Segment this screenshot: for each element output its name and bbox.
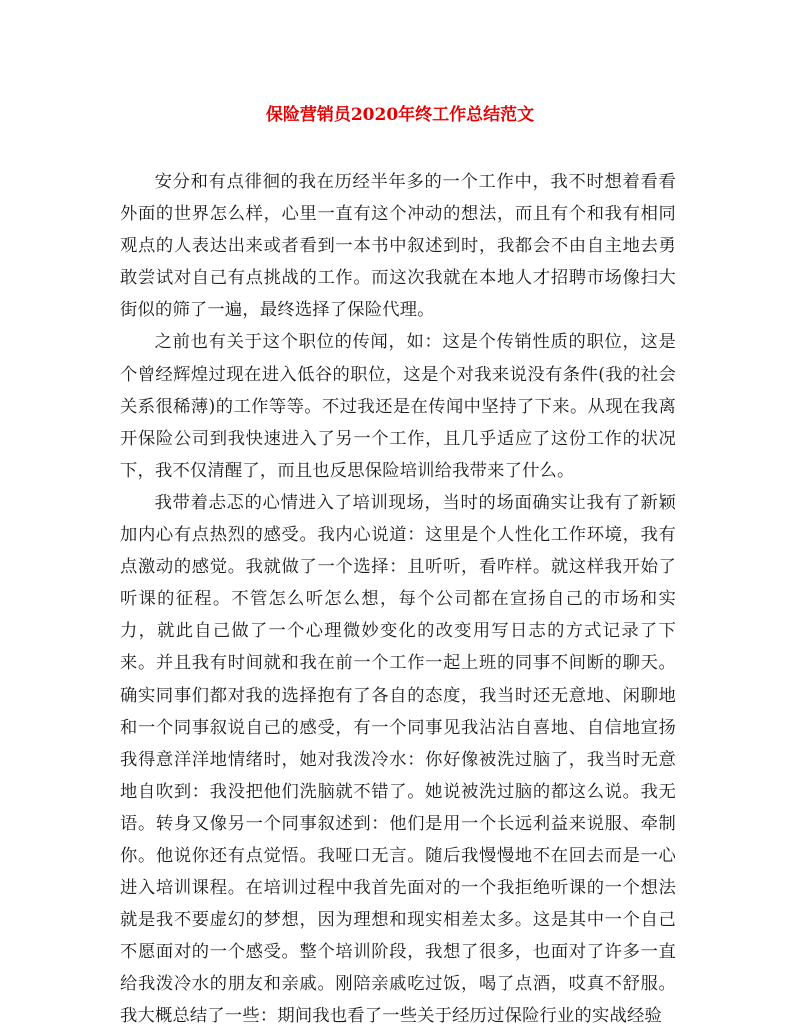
document-title: 保险营销员2020年终工作总结范文 bbox=[265, 105, 535, 125]
document-body bbox=[120, 166, 676, 1033]
paragraph-3: 我带着忐忑的心情进入了培训现场，当时的场面确实让我有了新颖加内心有点热烈的感受。我内心说道：这里是个人性化工作环境，我有点激动的感觉。我就做了一个选择：且听听，看咋样。就这样我开始了听课的征程。不管怎么听怎么想，每个公司都在宣扬自己的市场和实力，就此自己做了一个心理微妙变化的改变用写日志的方式记录了下来。并且我有时间就和我在前一个工作一起上班的同事不间断的聊天。确实同事们都对我的选择抱有了各自的态度，我当时还无意地、闲聊地和一个同事叙说自己的感受，有一个同事见我沾沾自喜地、自信地宣扬我得意洋洋地情绪时，她对我泼冷水：你好像被洗过脑了，我当时无意地自吹到：我没把他们洗脑就不错了。她说被洗过脑的都这么说。我无语。转身又像另一个同事叙述到：他们是用一个长远利益来说服、牵制你。他说你还有点觉悟。我哑口无言。随后我慢慢地不在回去而是一心进入培训课程。在培训过程中我首先面对的一个我拒绝听课的一个想法就是我不要虚幻的梦想，因为理想和现实相差太多。这是其中一个自己不愿面对的一个感受。整个培训阶段，我想了很多，也面对了许多一直给我泼冷水的朋友和亲戚。刚陪亲戚吃过饭，喝了点酒，哎真不舒服。我大概总结了一些：期间我也看了一些关于经历过保险行业的实战经验 bbox=[120, 492, 676, 1027]
paragraph-2: 之前也有关于这个职位的传闻，如：这是个传销性质的职位，这是个曾经辉煌过现在进入低谷的职位，这是个对我来说没有条件(我的社会关系很稀薄)的工作等等。不过我还是在传闻中坚持了下来。从现在我离开保险公司到我快速进入了另一个工作，且几乎适应了这份工作的状况下，我不仅清醒了，而且也反思保险培训给我带来了什么。 bbox=[120, 332, 676, 481]
paragraph-1: 安分和有点徘徊的我在历经半年多的一个工作中，我不时想着看看外面的世界怎么样，心里一直有这个冲动的想法，而且有个和我有相同观点的人表达出来或者看到一本书中叙述到时，我都会不由自主地去勇敢尝试对自己有点挑战的工作。而这次我就在本地人才招聘市场像扫大街似的筛了一遍，最终选择了保险代理。 bbox=[120, 172, 676, 321]
